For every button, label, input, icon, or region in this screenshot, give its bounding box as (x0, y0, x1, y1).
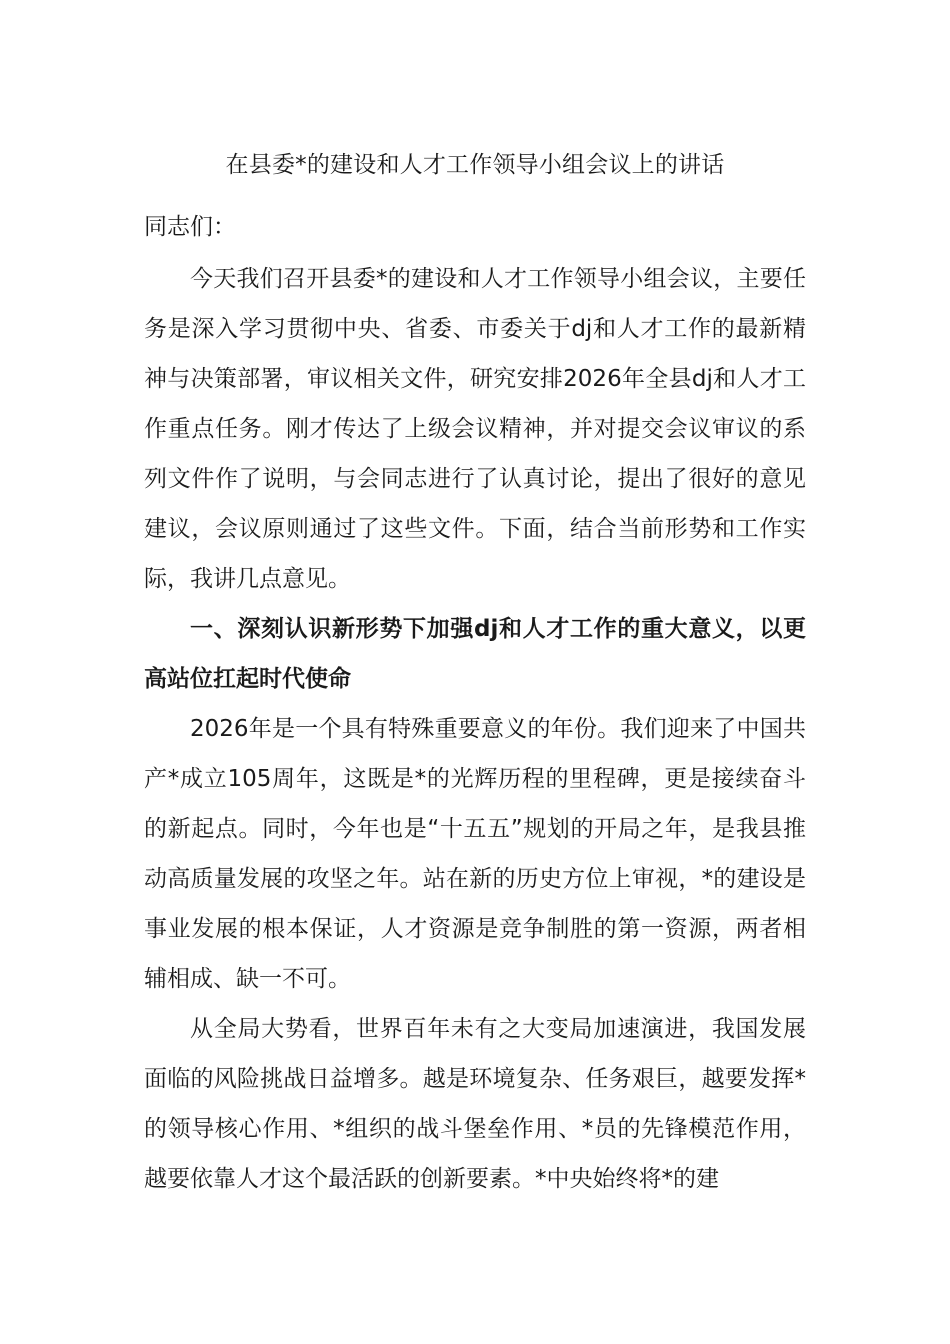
paragraph-overall-situation: 从全局大势看，世界百年未有之大变局加速演进，我国发展面临的风险挑战日益增多。越是环境复杂、任务艰巨，越要发挥*的领导核心作用、*组织的战斗堡垒作用、*员的先锋模范作用，越要依靠人才这个最活跃的创新要素。*中央始终将*的建 (144, 1016, 806, 1192)
document-title: 在县委*的建设和人才工作领导小组会议上的讲话 (225, 152, 725, 178)
section-heading-1: 一、深刻认识新形势下加强dj和人才工作的重大意义，以更高站位扛起时代使命 (144, 616, 806, 692)
paragraph-intro: 今天我们召开县委*的建设和人才工作领导小组会议，主要任务是深入学习贯彻中央、省委、市委关于dj和人才工作的最新精神与决策部署，审议相关文件，研究安排2026年全县dj和人才工作重点任务。刚才传达了上级会议精神，并对提交会议审议的系列文件作了说明，与会同志进行了认真讨论，提出了很好的意见建议，会议原则通过了这些文件。下面，结合当前形势和工作实际，我讲几点意见。 (144, 266, 806, 592)
paragraph-significance: 2026年是一个具有特殊重要意义的年份。我们迎来了中国共产*成立105周年，这既是*的光辉历程的里程碑，更是接续奋斗的新起点。同时，今年也是“十五五”规划的开局之年，是我县推动高质量发展的攻坚之年。站在新的历史方位上审视，*的建设是事业发展的根本保证，人才资源是竞争制胜的第一资源，两者相辅相成、缺一不可。 (144, 716, 806, 992)
salutation: 同志们： (144, 214, 236, 240)
